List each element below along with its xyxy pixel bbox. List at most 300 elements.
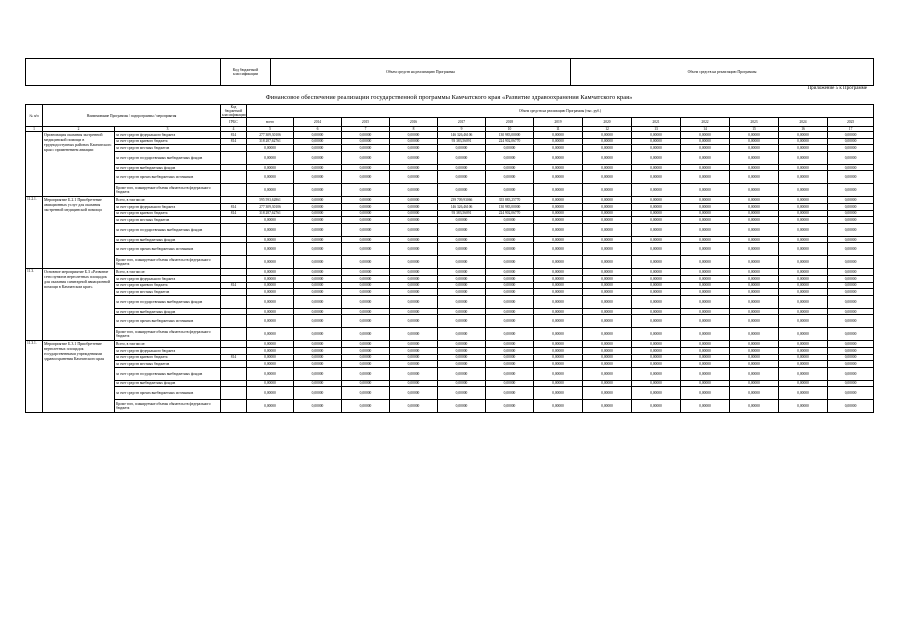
year-value: 0,00000 [632,223,681,236]
year-value: 0,00000 [730,184,779,197]
header-code: Код бюджетной классификации [222,105,246,117]
year-value: 0,00000 [342,164,390,171]
top-empty-cell [26,59,221,86]
year-value: 0,00000 [390,236,438,243]
year-value: 0,00000 [632,328,681,341]
year-value: 0,00000 [583,203,632,210]
year-value: 0,00000 [342,151,390,164]
year-value: 0,00000 [342,308,390,315]
year-value: 0,00000 [342,354,390,361]
funding-source-label: за счет средств внебюджетных фондов [115,164,221,171]
grbs-code [221,308,247,315]
total-value: 0,00000 [247,171,294,184]
year-value: 0,00000 [632,361,681,368]
table-row [26,217,874,224]
year-value: 0,00000 [294,387,342,400]
year-value: 0,00000 [438,289,486,296]
year-value: 0,00000 [294,151,342,164]
year-value: 0,00000 [730,289,779,296]
total-value: 595 593,62861 [247,197,294,204]
year-value: 0,00000 [681,164,730,171]
funding-source-label: за счет средств прочих внебюджетных источников [115,315,221,328]
grbs-code: 814 [221,203,247,210]
year-value: 0,00000 [681,132,730,139]
year-value: 0,00000 [828,400,874,413]
total-value: 0,00000 [247,223,294,236]
year-value: 0,00000 [294,361,342,368]
year-value: 0,00000 [632,380,681,387]
year-value: 0,00000 [486,282,534,289]
year-value: 0,00000 [438,308,486,315]
year-value: 0,00000 [583,269,632,276]
year-value: 0,00000 [632,145,681,152]
year-value: 0,00000 [779,197,828,204]
header-year: 2024 [779,118,828,127]
year-value: 0,00000 [730,400,779,413]
year-value: 0,00000 [294,203,342,210]
grbs-code: 814 [221,138,247,145]
year-value: 0,00000 [828,145,874,152]
year-value: 0,00000 [390,387,438,400]
year-value: 0,00000 [632,387,681,400]
column-number: 8 [390,127,438,132]
year-value: 0,00000 [779,210,828,217]
year-value: 0,00000 [681,380,730,387]
funding-source-label: Всего, в том числе: [115,197,221,204]
year-value: 0,00000 [438,354,486,361]
year-value: 0,00000 [632,217,681,224]
year-value: 0,00000 [438,243,486,256]
year-value: 0,00000 [681,387,730,400]
year-value: 0,00000 [632,243,681,256]
grbs-code [221,380,247,387]
grbs-code [221,315,247,328]
year-value: 0,00000 [779,184,828,197]
funding-source-label: за счет средств внебюджетных фондов [115,380,221,387]
year-value: 0,00000 [534,256,583,269]
year-value: 0,00000 [342,132,390,139]
year-value: 0,00000 [779,203,828,210]
year-value: 0,00000 [534,217,583,224]
table-row [26,289,874,296]
total-value: 0,00000 [247,315,294,328]
year-value: 0,00000 [486,315,534,328]
year-value: 0,00000 [390,243,438,256]
year-value: 0,00000 [681,171,730,184]
year-value: 0,00000 [583,171,632,184]
year-value: 0,00000 [438,275,486,282]
year-value: 0,00000 [438,256,486,269]
year-value: 0,00000 [681,197,730,204]
year-value: 0,00000 [828,243,874,256]
year-value: 0,00000 [779,138,828,145]
total-value: 0,00000 [247,151,294,164]
total-value: 0,00000 [247,367,294,380]
grbs-code: 814 [221,354,247,361]
year-value: 0,00000 [681,315,730,328]
year-value: 0,00000 [438,341,486,348]
year-value: 0,00000 [390,217,438,224]
year-value: 0,00000 [390,151,438,164]
total-value: 0,00000 [247,400,294,413]
year-value: 0,00000 [779,256,828,269]
year-value: 0,00000 [583,243,632,256]
year-value: 0,00000 [583,361,632,368]
grbs-code [221,217,247,224]
year-value: 0,00000 [632,210,681,217]
year-value: 0,00000 [486,171,534,184]
grbs-code [221,145,247,152]
year-value: 130 983,00000 [486,203,534,210]
year-value: 0,00000 [681,361,730,368]
table-row [26,223,874,236]
year-value: 0,00000 [681,347,730,354]
year-value: 0,00000 [534,308,583,315]
total-value: 0,00000 [247,184,294,197]
year-value: 0,00000 [779,361,828,368]
year-value: 0,00000 [730,171,779,184]
year-value: 0,00000 [583,308,632,315]
year-value: 0,00000 [534,328,583,341]
year-value: 0,00000 [390,328,438,341]
year-value: 0,00000 [828,269,874,276]
year-value: 0,00000 [632,236,681,243]
column-number: 11 [534,127,583,132]
year-value: 0,00000 [730,295,779,308]
program-name: Мероприятие Б.2.1 Приобретение авиационных услуг для оказания экстренной медицинской помощи [43,197,115,269]
year-value: 0,00000 [342,347,390,354]
year-value: 0,00000 [779,347,828,354]
year-value: 0,00000 [342,341,390,348]
year-value: 0,00000 [632,400,681,413]
program-name: Организация оказания экстренной медицинской помощи в труднодоступных районах Камчатского края с применением авиации [43,132,115,197]
year-value: 0,00000 [294,171,342,184]
year-value: 0,00000 [390,400,438,413]
column-number: 12 [583,127,632,132]
funding-source-label: Кроме того, планируемые объемы обязательств федерального бюджета [115,400,221,413]
year-value: 0,00000 [730,164,779,171]
year-value: 0,00000 [294,210,342,217]
year-value: 0,00000 [632,315,681,328]
year-value: 0,00000 [294,197,342,204]
table-row [26,367,874,380]
year-value: 0,00000 [342,138,390,145]
year-value: 0,00000 [779,217,828,224]
year-value: 0,00000 [486,308,534,315]
header-year: 2015 [342,118,390,127]
year-value: 0,00000 [681,275,730,282]
year-value: 0,00000 [294,243,342,256]
header-year: 2014 [294,118,342,127]
year-value: 0,00000 [828,367,874,380]
year-value: 0,00000 [438,328,486,341]
year-value: 0,00000 [779,223,828,236]
grbs-code [221,347,247,354]
total-value: 0,00000 [247,145,294,152]
grbs-code [221,275,247,282]
year-value: 0,00000 [730,354,779,361]
year-value: 0,00000 [730,223,779,236]
year-value: 0,00000 [534,347,583,354]
year-value: 0,00000 [342,282,390,289]
funding-source-label: за счет средств местных бюджетов [115,217,221,224]
column-number: 9 [438,127,486,132]
year-value: 0,00000 [583,315,632,328]
year-value: 0,00000 [583,256,632,269]
year-value: 0,00000 [390,132,438,139]
year-value: 0,00000 [632,354,681,361]
year-value: 0,00000 [583,164,632,171]
table-row [26,269,874,276]
row-number: 11.3.1. [26,341,43,413]
year-value: 0,00000 [294,328,342,341]
total-value: 0,00000 [247,275,294,282]
year-value: 0,00000 [294,164,342,171]
total-value: 0,00000 [247,269,294,276]
year-value: 0,00000 [632,138,681,145]
financing-table [25,104,874,413]
year-value: 0,00000 [534,289,583,296]
funding-source-label: за счет средств местных бюджетов [115,145,221,152]
year-value: 0,00000 [681,354,730,361]
year-value: 0,00000 [632,184,681,197]
year-value: 0,00000 [632,256,681,269]
header-name: Наименование Программы / подпрограммы / мероприятия [43,105,221,127]
year-value: 0,00000 [583,295,632,308]
table-row [26,145,874,152]
year-value: 0,00000 [730,138,779,145]
year-value: 0,00000 [828,210,874,217]
year-value: 0,00000 [632,151,681,164]
year-value: 0,00000 [486,400,534,413]
year-value: 0,00000 [730,236,779,243]
year-value: 0,00000 [828,341,874,348]
year-value: 0,00000 [632,341,681,348]
year-value: 0,00000 [779,308,828,315]
header-year: 2025 [828,118,874,127]
year-value: 0,00000 [342,203,390,210]
year-value: 93 383,56091 [438,210,486,217]
year-value: 0,00000 [534,184,583,197]
grbs-code [221,269,247,276]
year-value: 0,00000 [486,289,534,296]
year-value: 0,00000 [730,328,779,341]
year-value: 0,00000 [342,210,390,217]
year-value: 0,00000 [779,289,828,296]
year-value: 0,00000 [632,367,681,380]
year-value: 0,00000 [632,164,681,171]
year-value: 0,00000 [534,380,583,387]
year-value: 0,00000 [342,217,390,224]
column-number: 10 [486,127,534,132]
year-value: 0,00000 [342,269,390,276]
table-row [26,347,874,354]
year-value: 0,00000 [390,210,438,217]
funding-source-label: за счет средств краевого бюджета [115,282,221,289]
year-value: 0,00000 [779,400,828,413]
year-value: 0,00000 [486,328,534,341]
year-value: 0,00000 [583,341,632,348]
year-value: 0,00000 [438,387,486,400]
year-value: 0,00000 [390,367,438,380]
year-value: 0,00000 [730,243,779,256]
table-row [26,236,874,243]
grbs-code [221,367,247,380]
year-value: 0,00000 [681,400,730,413]
year-value: 0,00000 [632,282,681,289]
program-name: Основное мероприятие Б.3 «Развитие сети пунктов вертолетных площадок для оказания санитарной авиационной помощи в Камчатском крае» [43,269,115,341]
year-value: 0,00000 [294,341,342,348]
year-value: 0,00000 [534,151,583,164]
year-value: 0,00000 [730,308,779,315]
year-value: 0,00000 [534,243,583,256]
year-value: 0,00000 [681,282,730,289]
year-value: 0,00000 [438,361,486,368]
table-row [26,275,874,282]
year-value: 0,00000 [342,256,390,269]
year-value: 93 383,56091 [438,138,486,145]
year-value: 0,00000 [779,387,828,400]
total-value: 0,00000 [247,217,294,224]
year-value: 0,00000 [390,184,438,197]
year-value: 0,00000 [438,315,486,328]
year-value: 0,00000 [828,184,874,197]
header-volume: Объем средств на реализацию Программы (тыс. руб.) [247,105,874,118]
year-value: 0,00000 [779,269,828,276]
year-value: 0,00000 [294,236,342,243]
year-value: 0,00000 [828,223,874,236]
funding-source-label: за счет средств государственных внебюджетных фондов [115,295,221,308]
funding-source-label: за счет средств государственных внебюджетных фондов [115,151,221,164]
table-row [26,282,874,289]
year-value: 0,00000 [438,217,486,224]
year-value: 0,00000 [583,400,632,413]
year-value: 0,00000 [438,380,486,387]
year-value: 0,00000 [681,223,730,236]
year-value: 0,00000 [342,236,390,243]
year-value: 0,00000 [390,295,438,308]
year-value: 0,00000 [438,367,486,380]
year-value: 0,00000 [534,203,583,210]
year-value: 0,00000 [294,400,342,413]
year-value: 0,00000 [390,361,438,368]
table-row [26,151,874,164]
year-value: 0,00000 [583,217,632,224]
year-value: 0,00000 [632,132,681,139]
year-value: 224 902,06770 [486,210,534,217]
year-value: 0,00000 [681,269,730,276]
year-value: 0,00000 [583,354,632,361]
year-value: 0,00000 [632,289,681,296]
year-value: 0,00000 [534,210,583,217]
column-number: 14 [681,127,730,132]
year-value: 0,00000 [390,171,438,184]
year-value: 0,00000 [294,308,342,315]
year-value: 0,00000 [681,217,730,224]
header-total: всего [247,118,294,127]
year-value: 0,00000 [342,380,390,387]
year-value: 0,00000 [534,387,583,400]
table-row [26,203,874,210]
year-value: 0,00000 [342,171,390,184]
top-volume-label-2: Объем средств на реализацию Программы [571,59,874,86]
year-value: 0,00000 [632,171,681,184]
year-value: 0,00000 [681,145,730,152]
year-value: 0,00000 [828,354,874,361]
year-value: 0,00000 [486,236,534,243]
year-value: 0,00000 [632,269,681,276]
column-number: 15 [730,127,779,132]
header-year: 2019 [534,118,583,127]
year-value: 0,00000 [534,367,583,380]
year-value: 0,00000 [342,387,390,400]
total-value: 277 309,30106 [247,203,294,210]
table-row [26,328,874,341]
grbs-code: 814 [221,210,247,217]
table-row [26,138,874,145]
header-year: 2020 [583,118,632,127]
year-value: 0,00000 [583,132,632,139]
year-value: 0,00000 [828,164,874,171]
year-value: 0,00000 [681,210,730,217]
funding-source-label: за счет средств государственных внебюджетных фондов [115,367,221,380]
table-row [26,197,874,204]
funding-source-label: за счет средств прочих внебюджетных источников [115,243,221,256]
funding-source-label: за счет средств внебюджетных фондов [115,236,221,243]
year-value: 0,00000 [438,347,486,354]
year-value: 0,00000 [438,171,486,184]
year-value: 0,00000 [486,243,534,256]
total-value: 0,00000 [247,380,294,387]
year-value: 0,00000 [438,295,486,308]
year-value: 0,00000 [779,171,828,184]
year-value: 0,00000 [730,151,779,164]
year-value: 130 983,00000 [486,132,534,139]
year-value: 0,00000 [342,184,390,197]
grbs-code [221,295,247,308]
year-value: 0,00000 [294,269,342,276]
top-header-table [25,58,874,86]
year-value: 0,00000 [294,289,342,296]
year-value: 0,00000 [828,138,874,145]
year-value: 0,00000 [583,151,632,164]
year-value: 0,00000 [681,341,730,348]
year-value: 0,00000 [534,354,583,361]
year-value: 0,00000 [438,164,486,171]
year-value: 0,00000 [632,347,681,354]
year-value: 0,00000 [828,347,874,354]
total-value: 0,00000 [247,164,294,171]
year-value: 0,00000 [342,315,390,328]
year-value: 0,00000 [681,367,730,380]
table-row [26,308,874,315]
year-value: 0,00000 [681,256,730,269]
grbs-code [221,184,247,197]
header-year: 2018 [486,118,534,127]
total-value: 0,00000 [247,347,294,354]
year-value: 0,00000 [730,315,779,328]
year-value: 0,00000 [294,145,342,152]
funding-source-label: за счет средств внебюджетных фондов [115,308,221,315]
year-value: 0,00000 [486,367,534,380]
top-volume-label-1: Объем средств на реализацию Программы [271,59,571,86]
year-value: 0,00000 [828,380,874,387]
year-value: 0,00000 [779,354,828,361]
year-value: 0,00000 [828,132,874,139]
year-value: 0,00000 [779,145,828,152]
year-value: 0,00000 [486,347,534,354]
funding-source-label: Всего, в том числе: [115,269,221,276]
